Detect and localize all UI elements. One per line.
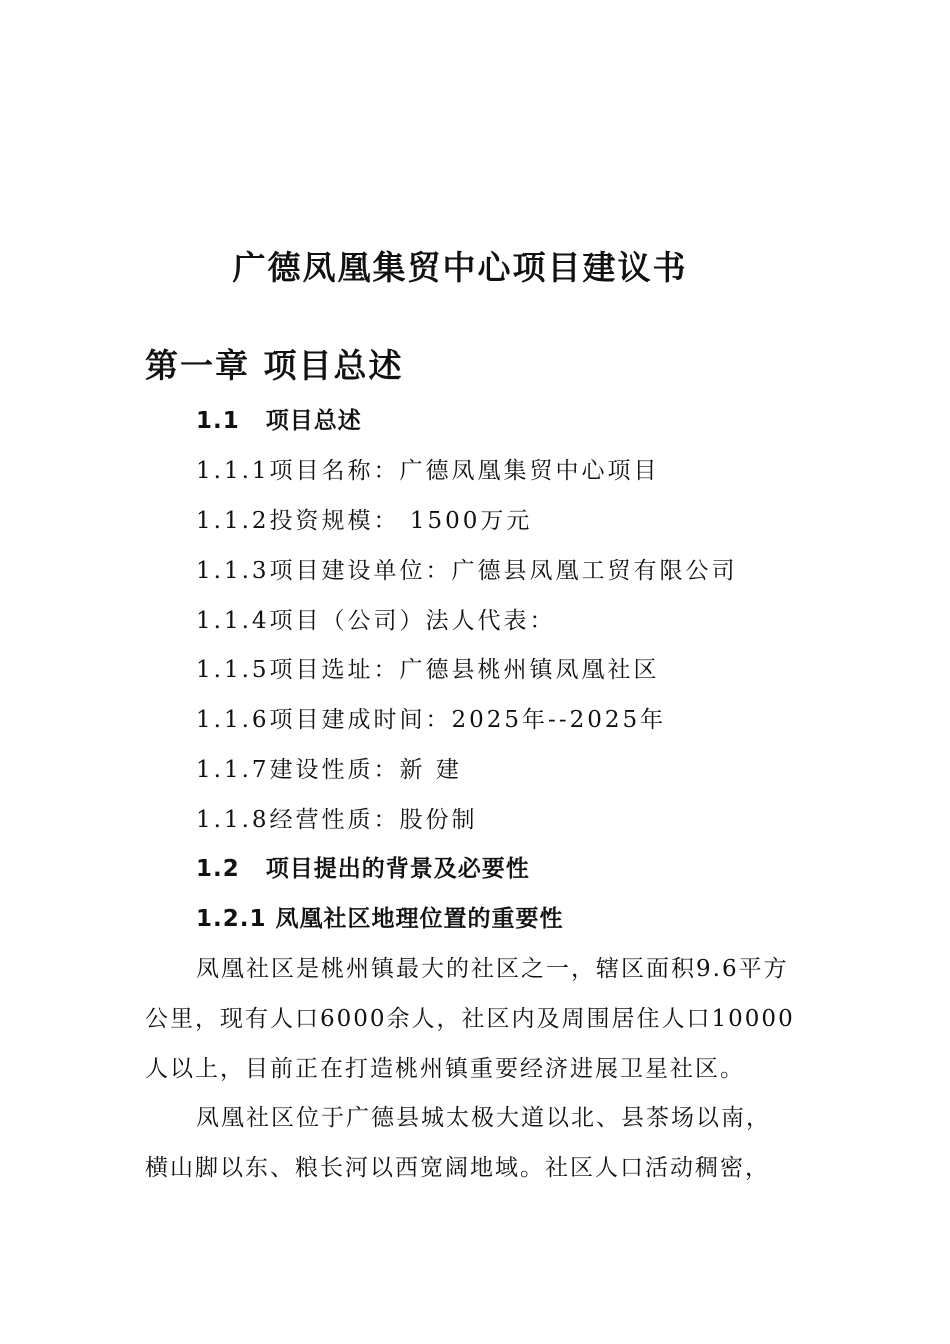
list-item: 1.1.6项目建成时间：2025年--2025年 (196, 707, 667, 733)
list-item: 1.1.8经营性质：股份制 (196, 807, 478, 833)
list-item: 1.1.5项目选址：广德县桃州镇凤凰社区 (196, 657, 660, 683)
paragraph-line: 横山脚以东、粮长河以西宽阔地域。社区人口活动稠密， (145, 1155, 770, 1181)
list-item: 1.1.1项目名称：广德凤凰集贸中心项目 (196, 458, 660, 484)
list-item: 1.1.7建设性质：新 建 (196, 757, 462, 783)
list-item: 1.1.2投资规模： 1500万元 (196, 508, 533, 534)
paragraph-line: 公里，现有人口6000余人，社区内及周围居住人口10000 (145, 1006, 795, 1032)
section-number: 1.2.1 (196, 906, 267, 932)
section-title: 项目总述 (265, 408, 362, 434)
section-1-1-heading (196, 402, 362, 435)
section-1-2-1-heading (196, 900, 564, 933)
section-1-2-heading (196, 850, 530, 883)
list-item: 1.1.4项目（公司）法人代表： (196, 608, 556, 634)
section-title: 项目提出的背景及必要性 (265, 856, 530, 882)
section-title: 凤凰社区地理位置的重要性 (275, 906, 564, 932)
list-item: 1.1.3项目建设单位：广德县凤凰工贸有限公司 (196, 558, 738, 584)
paragraph-line: 凤凰社区是桃州镇最大的社区之一，辖区面积9.6平方 (196, 956, 789, 982)
section-number: 1.2 (196, 856, 240, 882)
section-number: 1.1 (196, 408, 240, 434)
paragraph-line: 凤凰社区位于广德县城太极大道以北、县茶场以南， (196, 1105, 771, 1131)
paragraph-line: 人以上，目前正在打造桃州镇重要经济进展卫星社区。 (145, 1056, 745, 1082)
document-title: 广德凤凰集贸中心项目建议书 (232, 248, 688, 287)
chapter-heading: 第一章 项目总述 (145, 346, 404, 385)
